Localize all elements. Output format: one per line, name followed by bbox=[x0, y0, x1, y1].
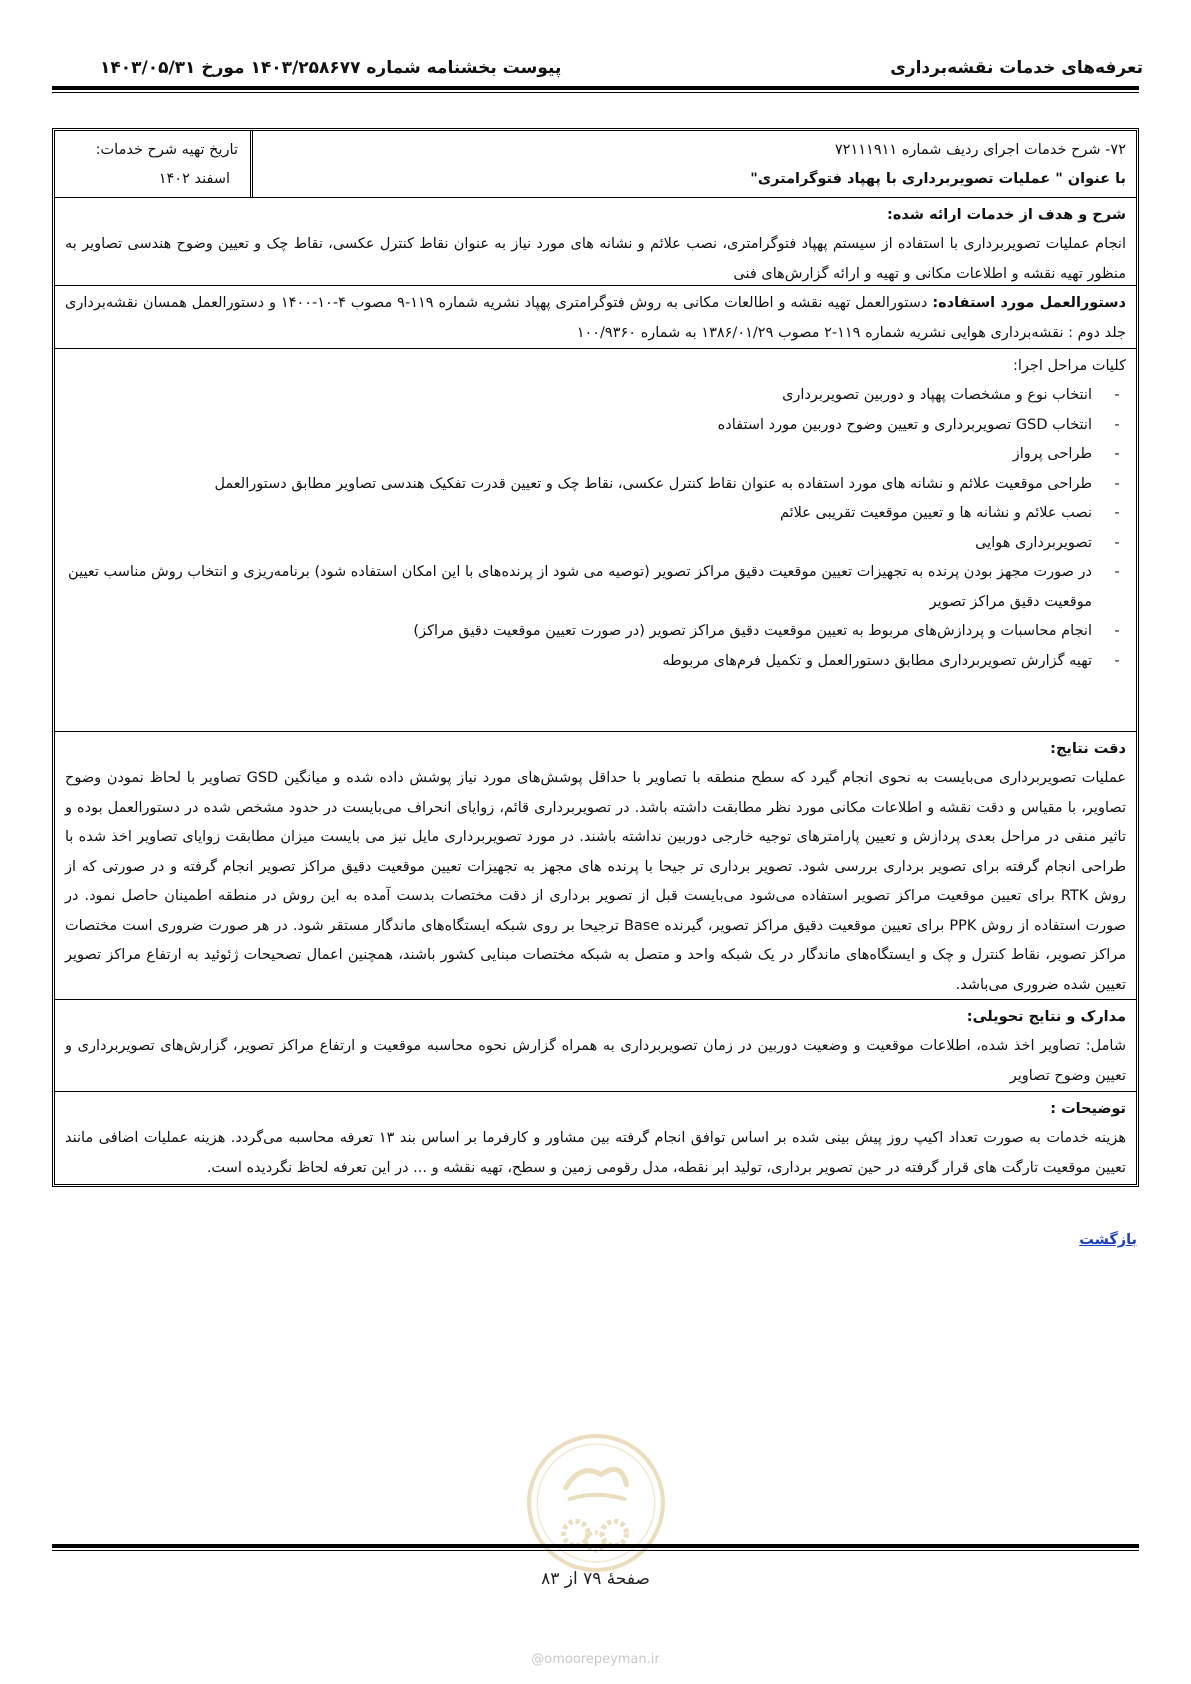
service-title: با عنوان " عملیات تصویربرداری با پهپاد فتوگرامتری" bbox=[750, 171, 1126, 187]
step-dash: - bbox=[1114, 505, 1120, 521]
step-dash: - bbox=[1114, 475, 1120, 492]
step-text: طراحی موقعیت علائم و نشانه های مورد استفاده به عنوان نقاط کنترل عکسی، نقاط چک و تعیین قدرت تفکیک هندسی تصاویر مطابق دستورالعمل bbox=[214, 475, 1092, 492]
notes-heading: توضیحات : bbox=[1050, 1101, 1126, 1117]
step-item bbox=[65, 470, 1126, 500]
footer-rule-thin bbox=[52, 1550, 1139, 1551]
objective-section bbox=[55, 198, 1136, 286]
back-link[interactable]: بازگشت bbox=[1079, 1232, 1137, 1248]
document-header-title: تعرفه‌های خدمات نقشه‌برداری bbox=[890, 58, 1143, 78]
page-number: صفحهٔ ۷۹ از ۸۳ bbox=[541, 1569, 650, 1589]
objective-heading: شرح و هدف از خدمات ارائه شده: bbox=[887, 207, 1126, 223]
service-date-value: اسفند ۱۴۰۲ bbox=[158, 171, 230, 187]
step-text: انجام محاسبات و پردازش‌های مربوط به تعیین موقعیت دقیق مراکز تصویر (در صورت تعیین موقعیت دقیق مراکز) bbox=[413, 623, 1092, 639]
deliverables-section bbox=[55, 1000, 1136, 1092]
steps-heading: کلیات مراحل اجرا: bbox=[1012, 358, 1126, 374]
header-rule-thick bbox=[52, 86, 1139, 90]
instructions-section bbox=[55, 286, 1136, 349]
publisher-seal-icon bbox=[525, 1432, 667, 1574]
steps-list bbox=[65, 381, 1126, 676]
step-item bbox=[65, 529, 1126, 559]
step-item bbox=[65, 647, 1126, 677]
notes-section bbox=[55, 1092, 1136, 1184]
step-text: در صورت مجهز بودن پرنده به تجهیزات تعیین موقعیت دقیق مراکز تصویر (توصیه می شود از پرنده‌های با این امکان استفاده شود) برنامه‌ریزی و انتخاب روش مناسب تعیین موقعیت دقیق مراکز تصویر bbox=[68, 564, 1092, 610]
accuracy-heading: دقت نتایج: bbox=[1050, 741, 1126, 757]
step-text: تصویربرداری هوایی bbox=[975, 534, 1092, 551]
accuracy-text: عملیات تصویربرداری می‌بایست به نحوی انجام گیرد که سطح منطقه با تصاویر با حداقل پوشش‌های مورد نیاز پوشش داده شده و میانگین GSD تصاویر با لحاظ نمودن وضوح تصاویر، با مقیاس و دقت نقشه و اطلاعات مکانی مورد نظر مطابقت داشته باشد. در تصویربرداری قائم، زوایای انحراف می‌بایست در حدود مشخص شده در دستورالعمل بوده و تاثیر منفی در مراحل بعدی پردازش و تعیین پارامترهای توجیه خارجی دوربین نداشته باشند. در مورد تصویربرداری مایل نیز می بایست میزان مطابقت زوایای تصاویر اخذ شده با طراحی انجام گرفته برای تصویر برداری بررسی شود. تصویر برداری تر جیحا با پرنده های مجهز به تجهیزات تعیین موقعیت دقیق مراکز تصویر انجام گرفته و در صورتی که از روش RTK برای تعیین موقعیت مراکز تصویر استفاده می‌شود می‌بایست قبل از تصویر برداری از دقت مختصات بدست آمده به این روش در منطقه اطمینان حاصل نمود. در صورت استفاده از روش PPK برای تعیین موقعیت دقیق مراکز تصویر، گیرنده Base ترجیحا بر روی شبکه ایستگاه‌های ماندگار مستقر شود. در هر صورت ضروری است مختصات مراکز تصویر، نقاط کنترل و چک و ایستگاه‌های ماندگار در یک شبکه واحد و متصل به شبکه مختصات مبنایی کشور باشند، همچنین اعمال تصحیحات ژئوئید به ارتفاع مراکز تصویر تعیین شده ضروری می‌باشد. bbox=[65, 770, 1126, 993]
service-description-table bbox=[52, 128, 1139, 1187]
deliverables-heading: مدارک و نتایج تحویلی: bbox=[966, 1009, 1126, 1025]
circular-reference: پیوست بخشنامه شماره ۱۴۰۳/۲۵۸۶۷۷ مورخ ۱۴۰۳/۰۵/۳۱ bbox=[100, 58, 562, 78]
watermark-url: @omoorepeyman.ir bbox=[531, 1652, 660, 1667]
step-dash: - bbox=[1114, 446, 1120, 462]
service-title-row bbox=[55, 131, 1136, 198]
service-number: ۷۲- شرح خدمات اجرای ردیف شماره ۷۲۱۱۱۹۱۱ bbox=[834, 142, 1126, 158]
step-text: نصب علائم و نشانه ها و تعیین موقعیت تقریبی علائم bbox=[779, 505, 1092, 521]
step-item bbox=[65, 411, 1126, 441]
step-text: تهیه گزارش تصویربرداری مطابق دستورالعمل و تکمیل فرم‌های مربوطه bbox=[662, 652, 1092, 669]
deliverables-text: شامل: تصاویر اخذ شده، اطلاعات موقعیت و وضعیت دوربین در زمان تصویربرداری به همراه گزارش نحوه محاسبه موقعیت و ارتفاع مراکز تصویر، گزارش‌های تصویربرداری و تعیین وضوح تصاویر bbox=[65, 1038, 1126, 1084]
step-dash: - bbox=[1114, 387, 1120, 403]
service-date-cell bbox=[55, 131, 253, 197]
step-dash: - bbox=[1114, 534, 1120, 551]
step-item bbox=[65, 381, 1126, 411]
step-dash: - bbox=[1114, 623, 1120, 639]
footer-rule-thick bbox=[52, 1544, 1139, 1548]
step-item bbox=[65, 617, 1126, 647]
steps-section bbox=[55, 349, 1136, 732]
instructions-text: دستورالعمل تهیه نقشه و اطالعات مکانی به روش فتوگرامتری پهپاد نشریه شماره ۱۱۹-۹ مصوب ۴-۱۰-۱۴۰۰ و دستورالعمل همسان نقشه‌برداری جلد دوم : نقشه‌برداری هوایی نشریه شماره ۱۱۹-۲ مصوب ۱۳۸۶/۰۱/۲۹ به شماره ۱۰۰/۹۳۶۰ bbox=[65, 295, 1126, 341]
step-dash: - bbox=[1114, 564, 1120, 580]
step-text: انتخاب GSD تصویربرداری و تعیین وضوح دوربین مورد استفاده bbox=[717, 416, 1092, 433]
accuracy-section bbox=[55, 732, 1136, 1000]
step-text: انتخاب نوع و مشخصات پهپاد و دوربین تصویربرداری bbox=[782, 387, 1092, 403]
step-item bbox=[65, 499, 1126, 529]
instructions-paragraph bbox=[65, 289, 1126, 348]
service-title-cell bbox=[253, 131, 1136, 197]
step-item bbox=[65, 440, 1126, 470]
step-dash: - bbox=[1114, 416, 1120, 433]
notes-text: هزینه خدمات به صورت تعداد اکیپ روز پیش بینی شده بر اساس توافق انجام گرفته بین مشاور و کارفرما بر اساس بند ۱۳ تعرفه محاسبه می‌گردد. هزینه عملیات اضافی مانند تعیین موقعیت تارگت های قرار گرفته در حین تصویر برداری، تولید ابر نقطه، مدل رقومی زمین و سطح، تهیه نقشه و ... در این تعرفه لحاظ نگردیده است. bbox=[65, 1130, 1126, 1176]
header-rule-thin bbox=[52, 92, 1139, 93]
step-text: طراحی پرواز bbox=[1012, 446, 1092, 462]
instructions-label: دستورالعمل مورد استفاده: bbox=[932, 295, 1126, 311]
service-date-label: تاریخ تهیه شرح خدمات: bbox=[95, 142, 238, 158]
step-dash: - bbox=[1114, 652, 1120, 669]
step-item bbox=[65, 558, 1126, 617]
objective-text: انجام عملیات تصویربرداری با استفاده از سیستم پهپاد فتوگرامتری، نصب علائم و نشانه های مورد نیاز به عنوان نقاط کنترل عکسی، نقاط چک و تعیین وضوح هندسی تصاویر به منظور تهیه نقشه و اطلاعات مکانی و تهیه و ارائه گزارش‌های فنی bbox=[65, 236, 1126, 282]
